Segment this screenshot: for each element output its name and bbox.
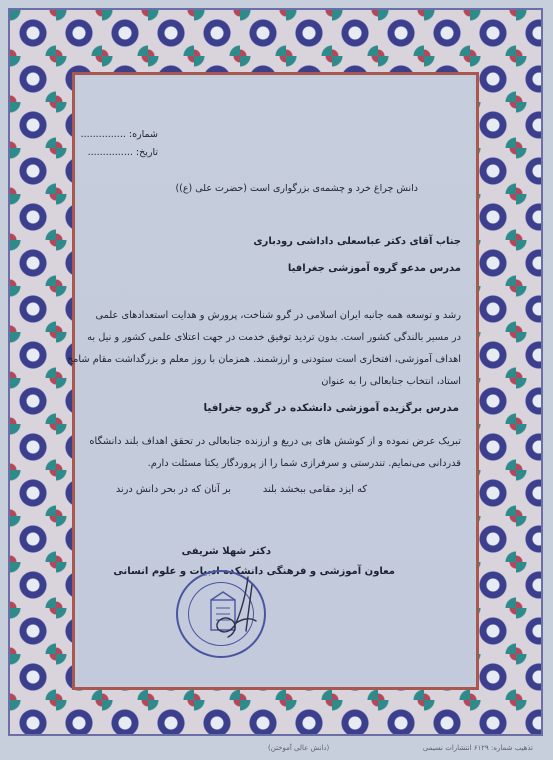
signatory-name: دکتر شهلا شریفی xyxy=(181,546,271,557)
body-line-3: اهداف آموزشی، افتخاری است ستودنی و ارزشمند. همزمان با روز معلم و بزرگداشت مقام شامخ xyxy=(66,354,461,365)
body-line-6: قدردانی می‌نمایم. تندرستی و سرفرازی شما را از پروردگار یکتا مسئلت دارم. xyxy=(147,458,461,469)
signature xyxy=(196,575,286,645)
award-title: مدرس برگزیده آموزشی دانشکده در گروه جغرافیا xyxy=(203,402,459,414)
poem-right: که ایزد مقامی ببخشد بلند xyxy=(262,484,367,495)
body-line-5: تبریک عرض نموده و از کوشش های بی دریغ و ارزنده جنابعالی در تحقق اهداف بلند دانشگاه xyxy=(89,436,461,447)
signatory-position: معاون آموزشی و فرهنگی دانشکده ادبیات و علوم انسانی xyxy=(113,566,395,577)
quote-line: دانش چراغ خرد و چشمه‌ی بزرگواری است (حضرت علی (ع)) xyxy=(175,183,418,194)
body-line-2: در مسیر بالندگی کشور است. بدون تردید توفیق خدمت در جهت اعتلای علمی کشور و نیل به xyxy=(87,332,461,343)
date-field: تاریخ: ............... xyxy=(87,147,158,158)
number-field: شماره: ............... xyxy=(80,129,158,140)
poem-left: بر آنان که در بحر دانش درند xyxy=(115,484,231,495)
body-line-1: رشد و توسعه همه جانبه ایران اسلامی در گرو شناخت، پرورش و هدایت استعدادهای علمی xyxy=(95,310,461,321)
recipient-title: مدرس مدعو گروه آموزشی جغرافیا xyxy=(287,263,461,274)
body-line-4: استاد، انتخاب جنابعالی را به عنوان xyxy=(321,376,461,387)
footer-caption: (دانش عالی آموختن) xyxy=(268,744,330,752)
footer-publisher: تذهیب شماره: ۶۱۲۹ انتشارات نسیمی xyxy=(422,744,533,752)
recipient-name: جناب آقای دکتر عباسعلی داداشی رودباری xyxy=(253,236,461,247)
